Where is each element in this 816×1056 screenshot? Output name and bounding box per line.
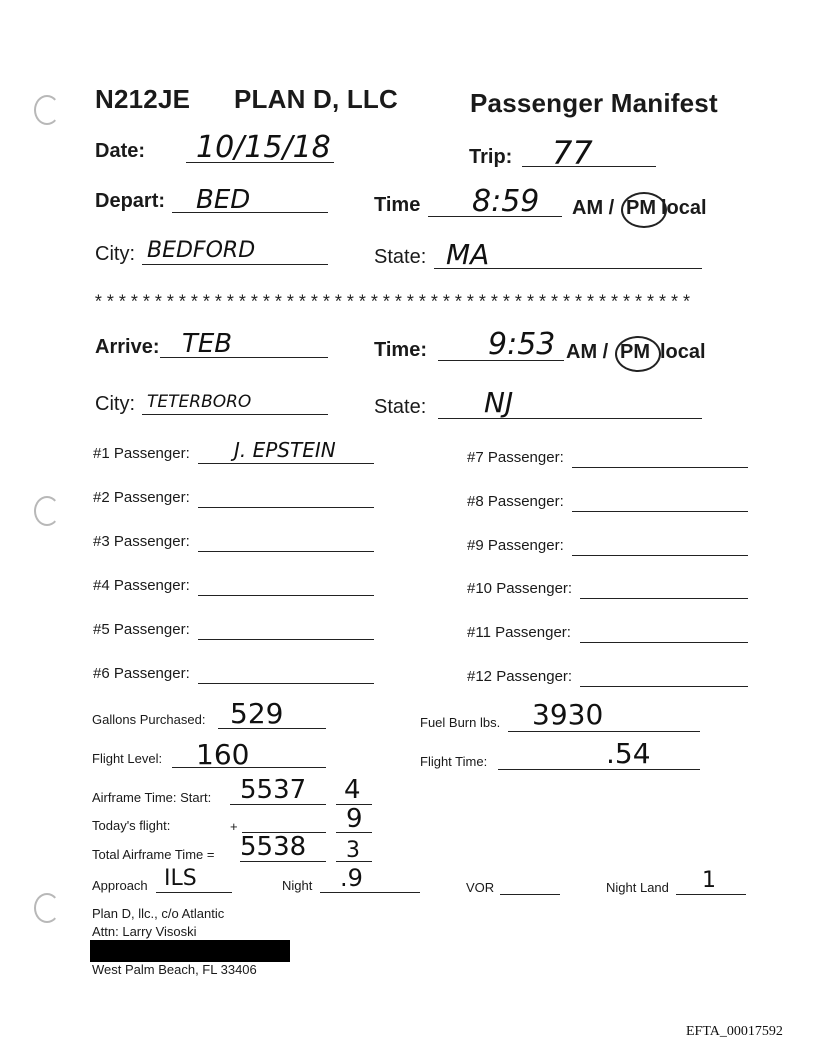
depart-label: Depart: (95, 190, 166, 212)
depart-pm-text: PM (626, 197, 656, 219)
night-line (320, 892, 420, 893)
passenger-3-label: #3 Passenger: (93, 533, 190, 550)
passenger-5-line (198, 639, 374, 640)
depart-time-value: 8:59 (472, 184, 540, 219)
arrive-state-label: State: (374, 396, 427, 418)
fuel-burn-line (508, 731, 700, 732)
form-title: Passenger Manifest (470, 88, 718, 118)
passenger-10-label: #10 Passenger: (467, 580, 573, 597)
arrive-time-value: 9:53 (488, 327, 556, 362)
depart-value: BED (196, 185, 251, 215)
airframe-start-label: Airframe Time: Start: (92, 790, 212, 805)
passenger-4-line (198, 595, 374, 596)
passenger-11-label: #11 Passenger: (467, 624, 571, 641)
passenger-7-line (572, 467, 748, 468)
arrive-state-line (438, 418, 702, 419)
passenger-9-line (572, 555, 748, 556)
airframe-start-whole: 5537 (240, 775, 307, 805)
punch-hole-top (34, 95, 60, 125)
depart-city-line (142, 264, 328, 265)
passenger-6-label: #6 Passenger: (93, 665, 190, 682)
approach-label: Approach (92, 878, 148, 893)
passenger-4-label: #4 Passenger: (93, 577, 190, 594)
night-land-line (676, 894, 746, 895)
arrive-state-value: NJ (484, 386, 514, 419)
fuel-burn-label: Fuel Burn lbs. (420, 715, 501, 730)
passenger-10-line (580, 598, 748, 599)
passenger-2-line (198, 507, 374, 508)
punch-hole-middle (34, 496, 60, 526)
separator-stars: ************************************************** (93, 294, 694, 314)
depart-city-value: BEDFORD (147, 238, 256, 263)
night-value: .9 (340, 864, 363, 892)
passenger-12-line (580, 686, 748, 687)
flight-level-label: Flight Level: (92, 751, 163, 766)
arrive-local-text: local (660, 341, 706, 363)
passenger-11-line (580, 642, 748, 643)
depart-state-value: MA (446, 238, 490, 271)
flight-time-line (498, 769, 700, 770)
company-name: PLAN D, LLC (234, 84, 398, 114)
passenger-5-label: #5 Passenger: (93, 621, 190, 638)
depart-local-text: local (661, 197, 707, 219)
document-id: EFTA_00017592 (686, 1024, 783, 1039)
night-label: Night (282, 878, 313, 893)
total-airframe-whole: 5538 (240, 832, 307, 862)
address-line-2: Attn: Larry Visoski (92, 924, 197, 939)
passenger-7-label: #7 Passenger: (467, 449, 564, 466)
airframe-start-tenth: 4 (344, 775, 361, 805)
arrive-label: Arrive: (95, 336, 160, 358)
arrive-pm-text: PM (620, 341, 650, 363)
night-land-label: Night Land (606, 880, 669, 895)
approach-line (156, 892, 232, 893)
passenger-3-line (198, 551, 374, 552)
arrive-city-line (142, 414, 328, 415)
arrive-city-value: TETERBORO (147, 392, 252, 412)
depart-am-text: AM / (572, 197, 615, 219)
flight-time-label: Flight Time: (420, 754, 488, 769)
passenger-8-label: #8 Passenger: (467, 493, 564, 510)
passenger-2-label: #2 Passenger: (93, 489, 190, 506)
flight-time-value: .54 (606, 737, 651, 770)
depart-time-label: Time (374, 194, 421, 216)
fuel-burn-value: 3930 (532, 698, 604, 731)
arrive-city-label: City: (95, 393, 135, 415)
night-land-value: 1 (702, 868, 716, 893)
trip-value: 77 (552, 134, 593, 172)
date-label: Date: (95, 140, 146, 162)
vor-label: VOR (466, 880, 495, 895)
passenger-12-label: #12 Passenger: (467, 668, 573, 685)
redaction-bar (90, 940, 290, 962)
arrive-am-text: AM / (566, 341, 609, 363)
gallons-label: Gallons Purchased: (92, 712, 206, 727)
flight-level-value: 160 (196, 738, 250, 771)
total-airframe-tenth: 3 (346, 838, 360, 863)
passenger-8-line (572, 511, 748, 512)
punch-hole-bottom (34, 893, 60, 923)
todays-flight-tenth: 9 (346, 804, 363, 834)
passenger-9-label: #9 Passenger: (467, 537, 564, 554)
tail-number: N212JE (95, 84, 191, 114)
trip-label: Trip: (469, 146, 513, 168)
vor-line (500, 894, 560, 895)
address-line-4: West Palm Beach, FL 33406 (92, 962, 257, 977)
passenger-1-line (198, 463, 374, 464)
arrive-value: TEB (182, 329, 233, 359)
todays-flight-label: Today's flight: (92, 818, 171, 833)
depart-city-label: City: (95, 243, 135, 265)
passenger-1-label: #1 Passenger: (93, 445, 190, 462)
passenger-6-line (198, 683, 374, 684)
total-airframe-label: Total Airframe Time = (92, 847, 215, 862)
date-value: 10/15/18 (196, 130, 331, 165)
todays-flight-plus: + (230, 819, 238, 834)
approach-value: ILS (164, 866, 197, 891)
arrive-time-label: Time: (374, 339, 427, 361)
gallons-value: 529 (230, 697, 284, 730)
depart-state-label: State: (374, 246, 427, 268)
passenger-1-value: J. EPSTEIN (234, 438, 336, 462)
address-line-1: Plan D, llc., c/o Atlantic (92, 906, 225, 921)
